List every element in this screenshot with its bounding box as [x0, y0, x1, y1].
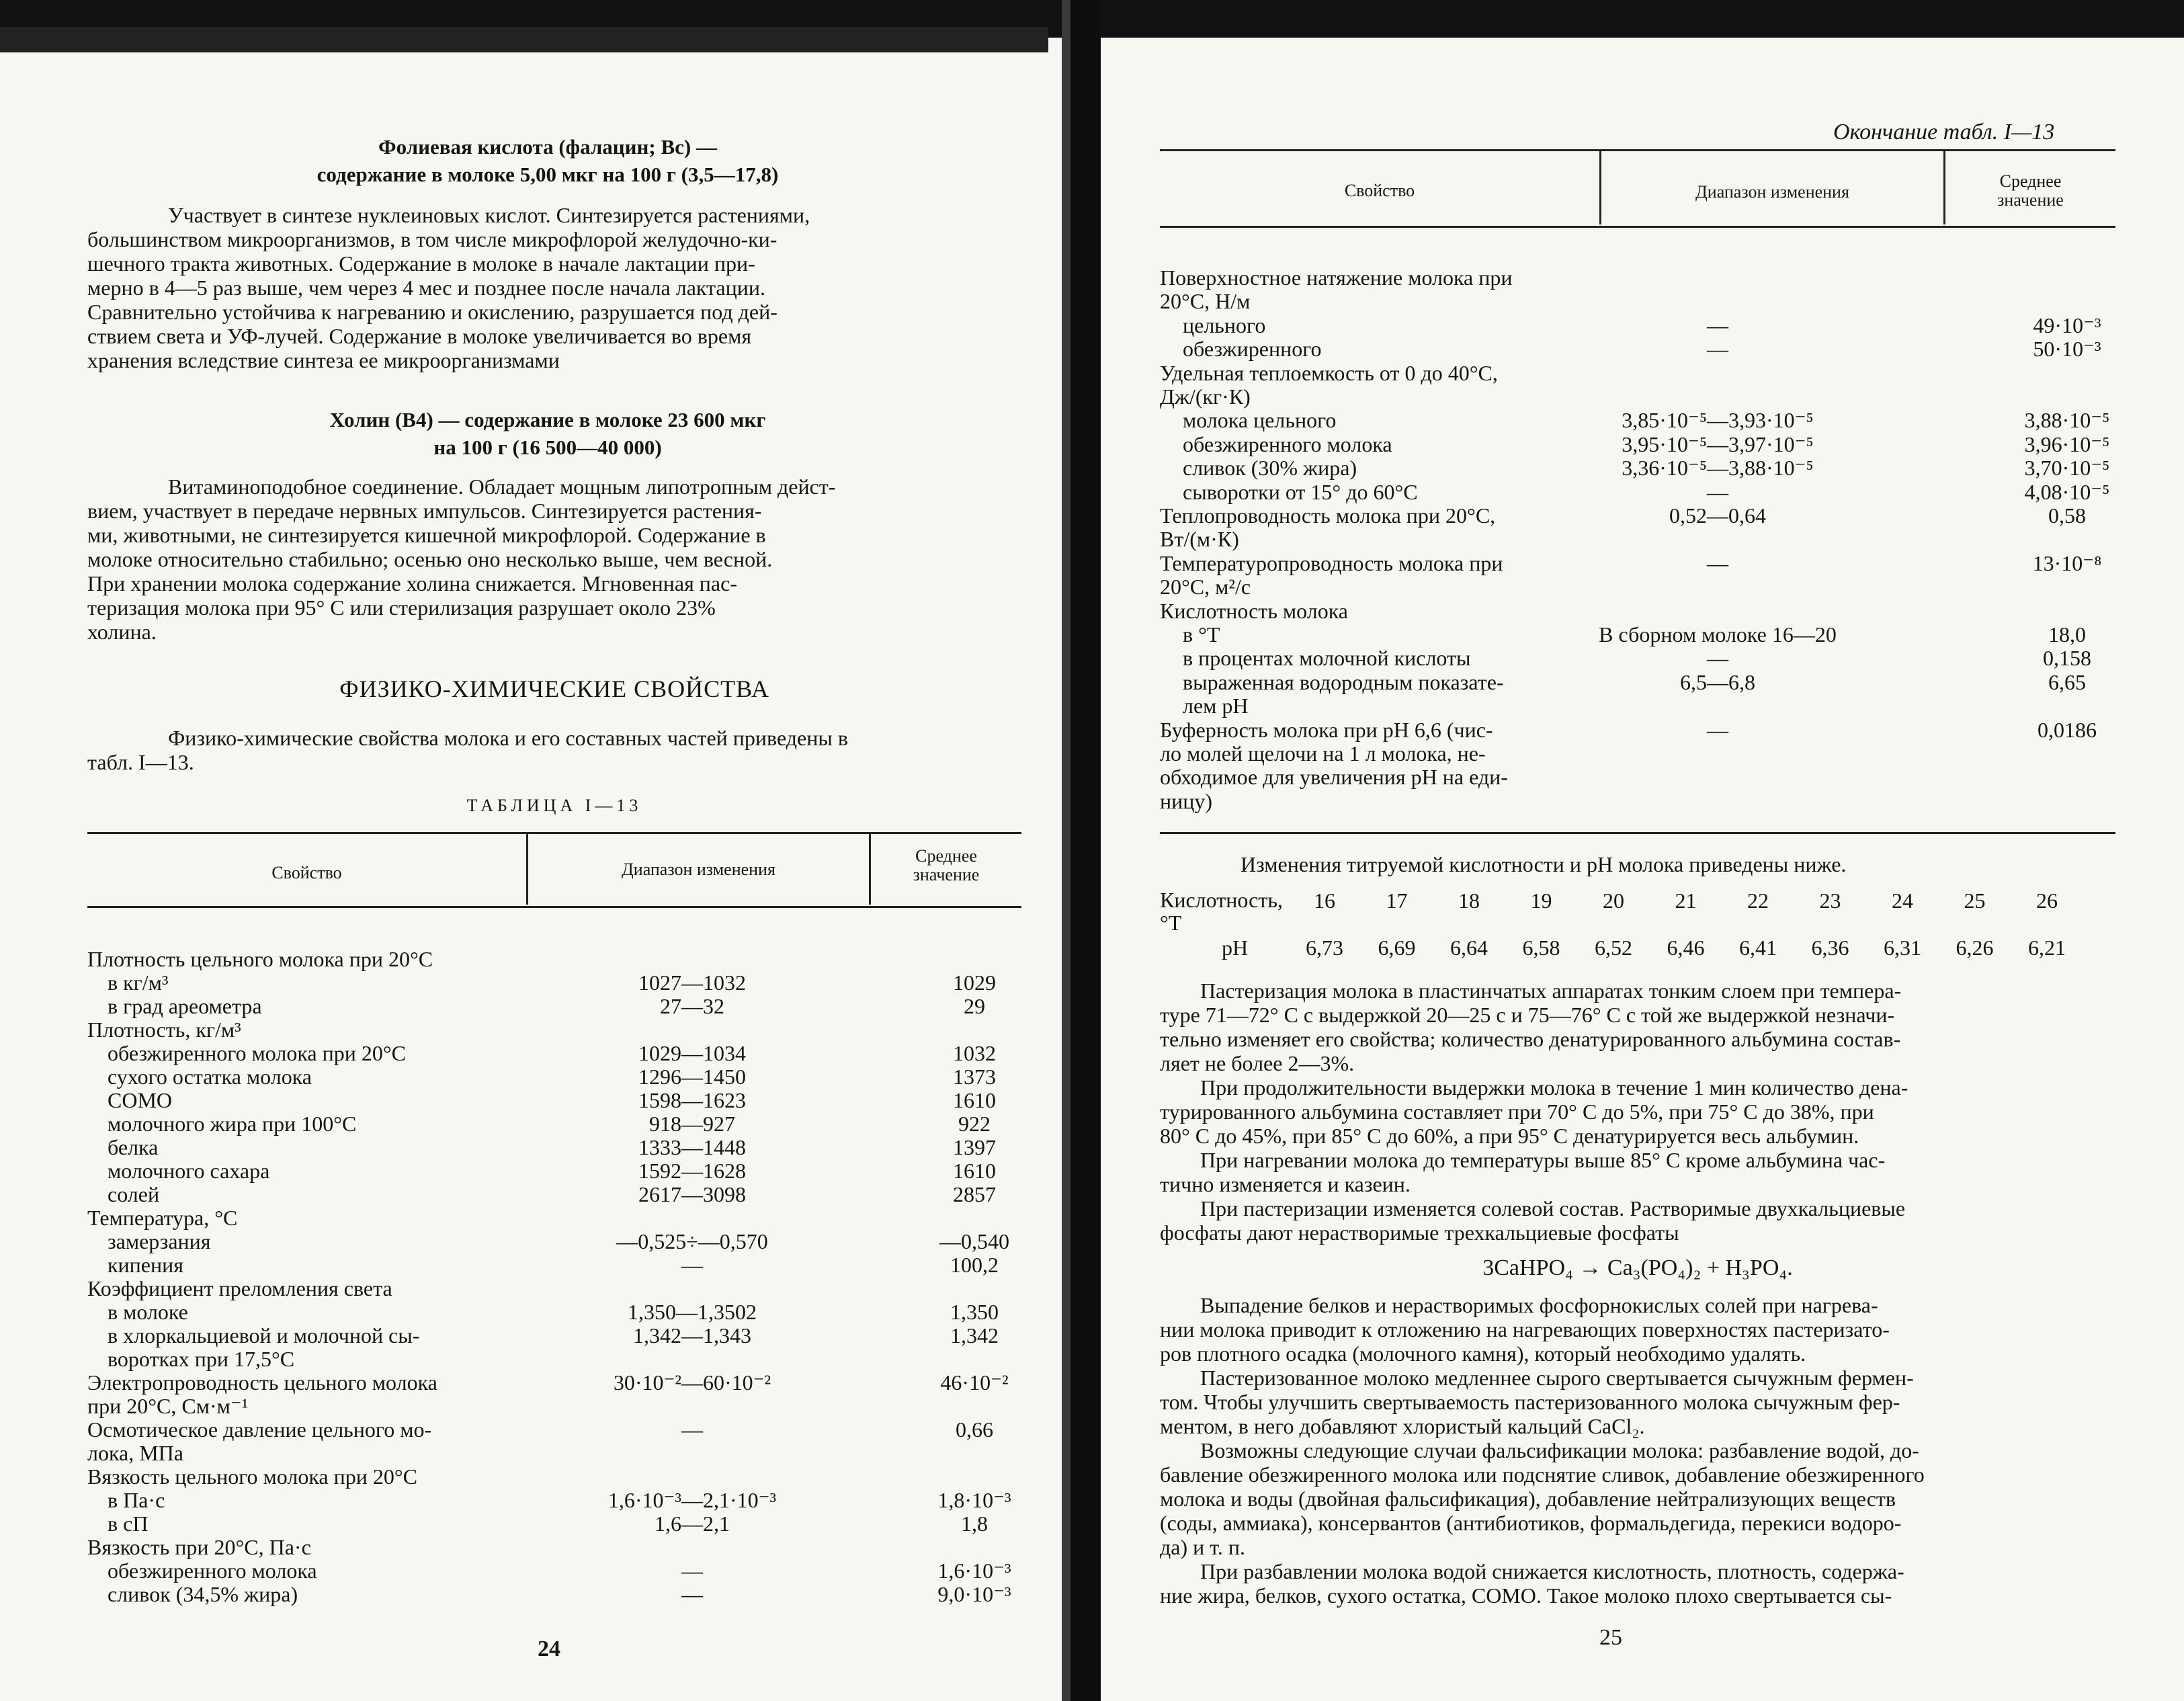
table-row — [1160, 362, 2115, 385]
text-line: (соды, аммиака), консервантов (антибиотиков, формальдегида, перекиси водоро- — [1160, 1511, 1902, 1535]
cell-property: Температуропроводность молока при — [1160, 550, 1503, 575]
cell-range: 1027—1032 — [638, 970, 746, 995]
table-row — [1160, 504, 2115, 528]
value-cell: 23 — [1819, 888, 1841, 913]
value-cell: 19 — [1530, 888, 1552, 913]
text-line: фосфаты дают нерастворимые трехкальциевые фосфаты — [1160, 1220, 1679, 1245]
cell-mean: 0,58 — [2048, 503, 2086, 528]
table-row — [1160, 575, 2115, 599]
cell-property: Вт/(м·К) — [1160, 527, 1239, 552]
table-row — [87, 995, 1021, 1018]
cell-range: — — [1707, 479, 1728, 504]
table-row — [87, 1371, 1021, 1395]
cell-range: 1,342—1,343 — [633, 1323, 751, 1347]
text-line: Выпадение белков и нерастворимых фосфорнокислых солей при нагрева- — [1200, 1293, 1878, 1317]
value-cell: 6,21 — [2028, 936, 2066, 960]
ph-intro — [1160, 852, 2115, 876]
cell-range: 3,36·10⁻⁵—3,88·10⁻⁵ — [1622, 456, 1814, 481]
table-row — [1160, 765, 2115, 789]
table-row — [87, 1465, 1021, 1489]
cell-range: —0,525÷—0,570 — [616, 1229, 768, 1253]
table-top-rule — [87, 832, 1021, 834]
cell-range: — — [681, 1253, 703, 1277]
text-line: ров плотного осадка (молочного камня), который необходимо удалять. — [1160, 1341, 1806, 1366]
table-row — [87, 1136, 1021, 1159]
cell-property: в Па·с — [108, 1488, 165, 1512]
value-cell: 6,26 — [1956, 936, 1994, 960]
cell-mean: 1,6·10⁻³ — [937, 1559, 1011, 1583]
value-cell: 6,69 — [1378, 936, 1416, 960]
table-row — [1160, 552, 2115, 575]
text-line: вием, участвует в передаче нервных импульсов. Синтезируется растения- — [87, 499, 762, 523]
cell-range: 1592—1628 — [638, 1159, 746, 1183]
cell-property: обезжиренного — [1183, 337, 1322, 362]
table-caption: ТАБЛИЦА I—13 — [466, 796, 642, 815]
text-line: том. Чтобы улучшить свертываемость пастеризованного молока сычужным фер- — [1160, 1390, 1900, 1414]
table-row — [87, 1277, 1021, 1300]
text-line: теризация молока при 95° С или стерилизация разрушает около 23% — [87, 595, 716, 620]
table-row — [1160, 718, 2115, 742]
text-line: хранения вследствие синтеза ее микроорганизмами — [87, 348, 560, 372]
table-row — [1160, 433, 2115, 456]
text-line: ляет не более 2—3%. — [1160, 1051, 1355, 1075]
ph-label: pH — [1222, 936, 1249, 960]
cell-property: лем pH — [1183, 694, 1249, 718]
table-row — [87, 1583, 1021, 1606]
chemical-formula: 3CaHPO₄ → Ca₃(PO₄)₂ + H₃PO₄. — [1482, 1255, 1793, 1280]
table-row — [87, 1018, 1021, 1042]
cell-property: Электропроводность цельного молока — [87, 1370, 437, 1395]
table-header-rule — [87, 906, 1021, 908]
table-row — [1160, 314, 2115, 337]
cell-property: СОМО — [108, 1088, 173, 1112]
table-row — [1160, 790, 2115, 813]
table-row — [1160, 266, 2115, 290]
cell-range: — — [681, 1582, 703, 1606]
cell-mean: 0,0186 — [2038, 717, 2097, 742]
folic-heading — [87, 133, 1008, 188]
rth-mean-line-2: значение — [1997, 190, 2064, 210]
text-line: турированного альбумина составляет при 70° С до 5%, при 75° С до 38%, при — [1160, 1100, 1874, 1124]
cell-property: Вязкость цельного молока при 20°С — [87, 1464, 417, 1489]
cell-property: молочного сахара — [108, 1159, 270, 1183]
table-row — [87, 1230, 1021, 1253]
text-line: При хранении молока содержание холина снижается. Мгновенная пас- — [87, 571, 737, 595]
cell-mean: 0,158 — [2043, 646, 2091, 671]
cell-property: Температура, °С — [87, 1206, 238, 1230]
cell-range: 1,6—2,1 — [655, 1511, 730, 1536]
text-line: ствием света и УФ-лучей. Содержание в молоке увеличивается во время — [87, 324, 752, 348]
table-row — [87, 1395, 1021, 1418]
table-row — [87, 1536, 1021, 1559]
text-line: При продолжительности выдержки молока в течение 1 мин количество дена- — [1200, 1075, 1908, 1100]
table-row — [1160, 481, 2115, 504]
cell-range: — — [681, 1559, 703, 1583]
cell-property: молочного жира при 100°С — [108, 1112, 357, 1136]
cell-property: обходимое для увеличения pH на еди- — [1160, 765, 1508, 790]
value-cell: 6,36 — [1811, 936, 1849, 960]
cell-mean: 3,96·10⁻⁵ — [2024, 431, 2110, 456]
table-row — [87, 1300, 1021, 1324]
ph-intro-text: Изменения титруемой кислотности и pH молока приведены ниже. — [1241, 852, 1847, 876]
text-line: холина. — [87, 620, 157, 644]
table-row — [87, 971, 1021, 995]
cell-range: 3,95·10⁻⁵—3,97·10⁻⁵ — [1622, 431, 1814, 456]
cell-mean: 1,342 — [950, 1323, 999, 1347]
cell-property: выраженная водородным показате- — [1183, 669, 1504, 694]
value-cell: 6,52 — [1595, 936, 1632, 960]
cell-range: 1,350—1,3502 — [628, 1300, 757, 1324]
value-cell: 6,64 — [1450, 936, 1488, 960]
rth-mean — [1945, 172, 2115, 210]
cell-mean: 100,2 — [950, 1253, 999, 1277]
cell-mean: 50·10⁻³ — [2033, 337, 2101, 362]
cell-property: сыворотки от 15° до 60°С — [1183, 479, 1418, 504]
cell-property: сливок (34,5% жира) — [108, 1582, 298, 1606]
text-line: Сравнительно устойчива к нагреванию и окислению, разрушается под дей- — [87, 300, 778, 324]
table-row — [87, 948, 1021, 971]
th-property: Свойство — [271, 863, 342, 882]
cell-range: 2617—3098 — [638, 1182, 746, 1206]
table-row — [87, 1206, 1021, 1230]
intro-paragraph — [87, 726, 1021, 774]
cell-range: 1296—1450 — [638, 1065, 746, 1089]
rth-mean-line-1: Среднее — [1999, 171, 2062, 191]
value-cell: 25 — [1964, 888, 1986, 913]
cell-mean: 3,88·10⁻⁵ — [2024, 408, 2110, 433]
value-cell: 6,58 — [1522, 936, 1560, 960]
page-number-right: 25 — [1599, 1625, 1622, 1650]
cell-property: ло молей щелочи на 1 л молока, не- — [1160, 741, 1486, 765]
cell-property: в град ареометра — [108, 994, 262, 1018]
cell-property: в °Т — [1183, 622, 1220, 647]
cell-property: Плотность цельного молока при 20°С — [87, 947, 433, 971]
text-line: Пастеризация молока в пластинчатых аппаратах тонким слоем при темпера- — [1200, 979, 1902, 1003]
cell-property: Плотность, кг/м³ — [87, 1018, 241, 1042]
text-line: ние жира, белков, сухого остатка, СОМО. Такое молоко плохо свертывается сы- — [1160, 1583, 1892, 1608]
cell-mean: 9,0·10⁻³ — [937, 1582, 1011, 1606]
cell-property: кипения — [108, 1253, 183, 1277]
th-mean-line-2: значение — [913, 865, 980, 884]
cell-property: Кислотность молока — [1160, 598, 1348, 623]
rth-property: Свойство — [1344, 181, 1415, 200]
cell-mean: 6,65 — [2048, 669, 2086, 694]
cell-mean: 4,08·10⁻⁵ — [2024, 479, 2110, 504]
th-mean — [871, 847, 1021, 884]
cell-mean: 1032 — [953, 1041, 996, 1065]
cell-property: замерзания — [108, 1229, 211, 1253]
value-cell: 6,46 — [1667, 936, 1705, 960]
acidity-label-line-1: Кислотность, — [1160, 888, 1283, 912]
left-page — [0, 0, 1070, 1701]
cell-mean: 46·10⁻² — [940, 1370, 1009, 1395]
cell-range: В сборном молоке 16—20 — [1599, 622, 1837, 647]
th-range: Диапазон изменения — [622, 860, 775, 879]
table-row — [87, 1065, 1021, 1089]
intro-line-1: Физико-химические свойства молока и его составных частей приведены в — [168, 726, 848, 750]
cell-mean: 1610 — [953, 1159, 996, 1183]
folic-heading-line-1: Фолиевая кислота (фалацин; Bc) — — [378, 135, 717, 159]
cell-property: в кг/м³ — [108, 970, 169, 995]
cell-range: — — [1707, 337, 1728, 362]
cell-property: обезжиренного молока — [1183, 431, 1392, 456]
cell-property: Вязкость при 20°С, Па·с — [87, 1535, 311, 1559]
cell-property: сливок (30% жира) — [1183, 456, 1357, 481]
cell-range: 27—32 — [660, 994, 724, 1018]
table-row — [1160, 456, 2115, 480]
cell-mean: 1610 — [953, 1088, 996, 1112]
value-cell: 6,73 — [1306, 936, 1343, 960]
text-line: При нагревании молока до температуры выше 85° С кроме альбумина час- — [1200, 1148, 1886, 1172]
text-line: шечного тракта животных. Содержание в молоке в начале лактации при- — [87, 251, 755, 276]
cell-mean: 49·10⁻³ — [2033, 313, 2101, 337]
acidity-label-line-2: °Т — [1160, 911, 1182, 935]
cell-mean: 1,350 — [950, 1300, 999, 1324]
cell-property: Поверхностное натяжение молока при — [1160, 265, 1513, 290]
cell-range: 1029—1034 — [638, 1041, 746, 1065]
cell-property: сухого остатка молока — [108, 1065, 312, 1089]
cell-range: 918—927 — [649, 1112, 735, 1136]
table-row — [87, 1559, 1021, 1583]
text-line: При пастеризации изменяется солевой состав. Растворимые двухкальциевые — [1200, 1196, 1906, 1220]
cell-range: — — [1707, 313, 1728, 337]
cell-mean: 1,8·10⁻³ — [937, 1488, 1011, 1512]
cell-mean: 1373 — [953, 1065, 996, 1089]
choline-paragraph — [87, 474, 1021, 644]
cell-property: солей — [108, 1182, 160, 1206]
text-line: нии молока приводит к отложению на нагревающих поверхностях пастеризато- — [1160, 1317, 1890, 1341]
cell-property: белка — [108, 1135, 159, 1159]
cell-property: в хлоркальциевой и молочной сы- — [108, 1323, 420, 1347]
table-row — [87, 1324, 1021, 1347]
text-line: Участвует в синтезе нуклеиновых кислот. Синтезируется растениями, — [168, 203, 810, 227]
acidity-label — [1160, 888, 1283, 934]
cell-range: 6,5—6,8 — [1680, 669, 1755, 694]
text-line: Возможны следующие случаи фальсификации молока: разбавление водой, до- — [1200, 1438, 1919, 1462]
cell-mean: 1029 — [953, 970, 996, 995]
text-line: бавление обезжиренного молока или подснятие сливок, добавление обезжиренного — [1160, 1462, 1925, 1487]
text-line: тично изменяется и казеин. — [1160, 1172, 1411, 1196]
right-page — [1101, 0, 2184, 1701]
cell-property: в процентах молочной кислоты — [1183, 646, 1471, 671]
table-row — [1160, 623, 2115, 647]
cell-range: 1598—1623 — [638, 1088, 746, 1112]
rth-range: Диапазон изменения — [1695, 182, 1849, 202]
cell-mean: 3,70·10⁻⁵ — [2024, 456, 2110, 481]
acidity-ph-table — [1160, 888, 2115, 969]
cell-mean: 13·10⁻⁸ — [2032, 550, 2102, 575]
table-row — [87, 1442, 1021, 1465]
text-line: да) и т. п. — [1160, 1535, 1245, 1559]
value-cell: 16 — [1314, 888, 1335, 913]
falsification-paragraphs — [1160, 1293, 2115, 1608]
table-row — [87, 1112, 1021, 1136]
cell-range: 1333—1448 — [638, 1135, 746, 1159]
text-line: молока и воды (двойная фальсификация), добавление нейтрализующих веществ — [1160, 1487, 1896, 1511]
table-row — [87, 1183, 1021, 1206]
text-line: туре 71—72° С с выдержкой 20—25 с и 75—76° С с той же выдержкой незначи- — [1160, 1003, 1895, 1027]
cell-range: 1,6·10⁻³—2,1·10⁻³ — [607, 1488, 777, 1512]
cell-property: 20°С, м²/с — [1160, 575, 1251, 599]
cell-property: Буферность молока при pH 6,6 (чис- — [1160, 717, 1493, 742]
text-line: тельно изменяет его свойства; количество денатурированного альбумина состав- — [1160, 1027, 1901, 1051]
cell-property: молока цельного — [1183, 408, 1337, 433]
cell-mean: 18,0 — [2048, 622, 2086, 647]
table-row — [87, 1042, 1021, 1065]
value-cell: 6,31 — [1884, 936, 1921, 960]
intro-line-2: табл. I—13. — [87, 750, 194, 774]
table-row — [87, 1489, 1021, 1512]
cell-range: 0,52—0,64 — [1669, 503, 1766, 528]
value-cell: 26 — [2036, 888, 2058, 913]
cell-mean: —0,540 — [939, 1229, 1009, 1253]
rtable-top-rule — [1160, 149, 2115, 151]
cell-mean: 1,8 — [961, 1511, 988, 1536]
table-row — [1160, 671, 2115, 694]
cell-mean: 29 — [964, 994, 985, 1018]
cell-mean: 0,66 — [956, 1417, 993, 1442]
text-line: Витаминоподобное соединение. Обладает мощным липотропным дейст- — [168, 474, 836, 499]
cell-mean: 922 — [958, 1112, 991, 1136]
folic-heading-line-2: содержание в молоке 5,00 мкг на 100 г (3,5—17,8) — [317, 163, 779, 186]
value-cell: 6,41 — [1739, 936, 1777, 960]
cell-property: цельного — [1183, 313, 1266, 337]
cell-property: Дж/(кг·К) — [1160, 384, 1251, 409]
value-cell: 21 — [1675, 888, 1697, 913]
table-row — [87, 1347, 1021, 1371]
th-mean-line-1: Среднее — [915, 846, 977, 866]
table-row — [87, 1512, 1021, 1536]
choline-heading-line-1: Холин (B4) — содержание в молоке 23 600 мкг — [329, 408, 766, 431]
text-line: мерно в 4—5 раз выше, чем через 4 мес и позднее после начала лактации. — [87, 276, 765, 300]
text-line: ми, животными, не синтезируется кишечной микрофлорой. Содержание в — [87, 523, 766, 547]
value-cell: 20 — [1603, 888, 1624, 913]
value-cell: 24 — [1892, 888, 1913, 913]
cell-range: — — [1707, 717, 1728, 742]
table-row — [1160, 409, 2115, 432]
cell-range: — — [1707, 646, 1728, 671]
cell-range: 30·10⁻²—60·10⁻² — [613, 1370, 771, 1395]
cell-range: — — [1707, 550, 1728, 575]
cell-property: лока, МПа — [87, 1441, 183, 1465]
cell-property: при 20°С, См·м⁻¹ — [87, 1394, 249, 1418]
book-spine — [1070, 0, 1101, 1701]
cell-property: Удельная теплоемкость от 0 до 40°С, — [1160, 360, 1498, 385]
table-row — [87, 1253, 1021, 1277]
cell-property: Теплопроводность молока при 20°С, — [1160, 503, 1496, 528]
cell-mean: 2857 — [953, 1182, 996, 1206]
cell-range: — — [681, 1417, 703, 1442]
cell-property: Коэффициент преломления света — [87, 1276, 392, 1300]
text-line: большинством микроорганизмов, в том числе микрофлорой желудочно-ки- — [87, 227, 778, 251]
folic-paragraph — [87, 203, 1021, 372]
table-row — [87, 1089, 1021, 1112]
cell-property: воротках при 17,5°С — [108, 1347, 295, 1371]
table-row — [1160, 694, 2115, 718]
cell-mean: 1397 — [953, 1135, 996, 1159]
choline-heading-line-2: на 100 г (16 500—40 000) — [433, 435, 662, 459]
table-continuation-title: Окончание табл. I—13 — [1833, 120, 2055, 144]
table-row — [1160, 742, 2115, 765]
cell-range: 3,85·10⁻⁵—3,93·10⁻⁵ — [1622, 408, 1814, 433]
table-row — [1160, 647, 2115, 670]
table-row — [1160, 599, 2115, 623]
pasteurization-paragraphs — [1160, 979, 2115, 1245]
text-line: Пастеризованное молоко медленнее сырого свертывается сычужным фермен- — [1200, 1366, 1914, 1390]
table-row — [1160, 290, 2115, 313]
value-cell: 18 — [1458, 888, 1480, 913]
cell-property: в сП — [108, 1511, 149, 1536]
text-line: 80° С до 45%, при 85° С до 60%, а при 95° С денатурируется весь альбумин. — [1160, 1124, 1859, 1148]
rtable-header-rule — [1160, 226, 2115, 228]
table-row — [87, 1418, 1021, 1442]
section-title: ФИЗИКО-ХИМИЧЕСКИЕ СВОЙСТВА — [339, 675, 769, 702]
cell-property: в молоке — [108, 1300, 188, 1324]
text-line: При разбавлении молока водой снижается кислотность, плотность, содержа- — [1200, 1559, 1904, 1583]
cell-property: ницу) — [1160, 788, 1213, 813]
text-line: молоке относительно стабильно; осенью оно несколько выше, чем весной. — [87, 547, 773, 571]
cell-property: обезжиренного молока при 20°С — [108, 1041, 406, 1065]
text-line: ментом, в него добавляют хлористый кальций CaCl₂. — [1160, 1414, 1645, 1438]
page-number-left: 24 — [538, 1636, 560, 1661]
choline-heading — [87, 406, 1008, 461]
value-cell: 17 — [1386, 888, 1408, 913]
cell-property: обезжиренного молока — [108, 1559, 317, 1583]
cell-property: Осмотическое давление цельного мо- — [87, 1417, 432, 1442]
rtable-bottom-rule — [1160, 832, 2115, 834]
table-row — [1160, 385, 2115, 409]
table-row — [87, 1159, 1021, 1183]
table-row — [1160, 337, 2115, 361]
table-row — [1160, 528, 2115, 551]
cell-property: 20°С, Н/м — [1160, 289, 1251, 314]
value-cell: 22 — [1747, 888, 1769, 913]
